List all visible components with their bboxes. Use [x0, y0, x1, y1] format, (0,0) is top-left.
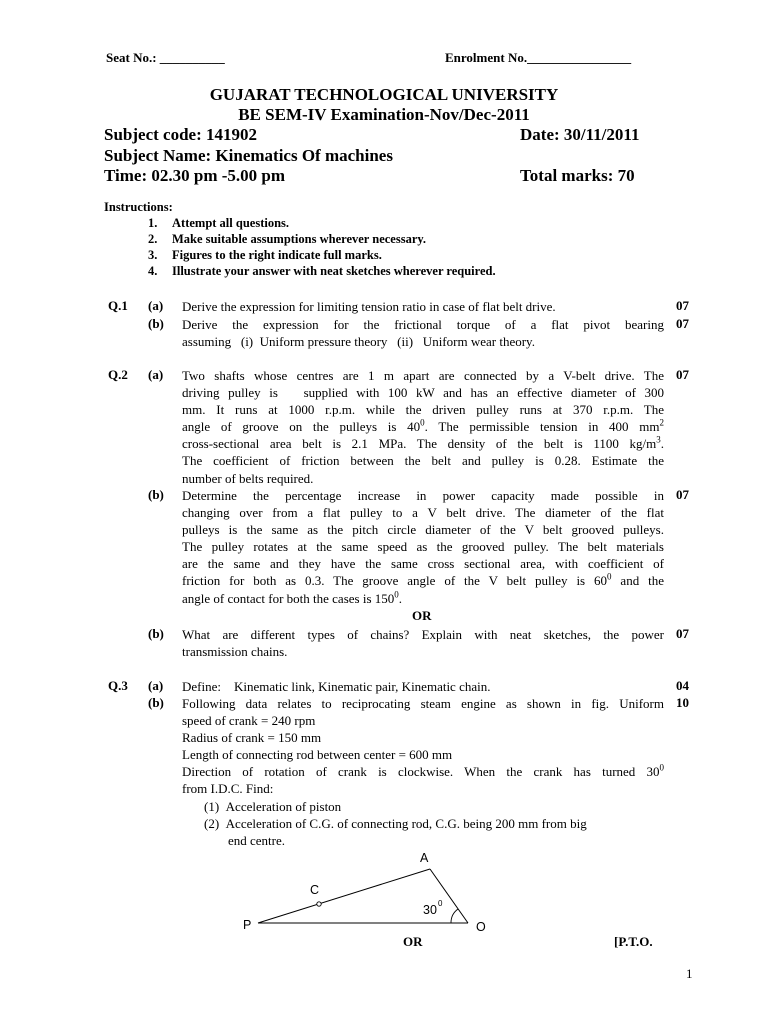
q3a-marks: 04 — [676, 678, 689, 693]
connecting-rod-line — [258, 869, 430, 923]
q3a-part: (a) — [148, 678, 164, 693]
angle-arc — [451, 909, 458, 923]
q3b-line: speed of crank = 240 rpm — [182, 713, 316, 729]
angle-label: 30 — [423, 903, 437, 917]
q1a-line: Derive the expression for limiting tension ratio in case of flat belt drive. — [182, 299, 556, 314]
q1b-line: assuming (i) Uniform pressure theory (ii) Uniform wear theory. — [182, 334, 535, 350]
question-3-label: Q.3 — [108, 678, 128, 693]
label-a: A — [420, 851, 429, 865]
q3b-line: Radius of crank = 150 mm — [182, 730, 322, 746]
q3b-part: (b) — [148, 695, 164, 710]
q2a-line: number of belts required. — [182, 470, 314, 486]
q3b-text — [182, 695, 664, 849]
q2b-alt-part: (b) — [148, 626, 164, 641]
label-o: O — [476, 920, 486, 934]
q2b-line: changing over from a flat pulley to a V belt drive. The diameter of the flat — [182, 505, 664, 521]
exam-time: Time: 02.30 pm -5.00 pm — [104, 166, 286, 185]
q3b-line: Direction of rotation of crank is clockwise. When the crank has turned $30^0$ — [182, 763, 664, 780]
q2b-line: are the same and they have the same cross sectional area, with coefficient of — [182, 556, 664, 572]
instruction-number: 4. — [148, 264, 158, 278]
q2b-marks: 07 — [676, 487, 689, 502]
q2b-alt-line: transmission chains. — [182, 644, 288, 660]
q2b-line: pulleys is the same as the pitch circle diameter of the V belt grooved pulleys. — [182, 522, 664, 538]
crank-mechanism-figure — [230, 848, 510, 940]
q2a-line: Two shafts whose centres are 1 m apart are connected by a V-belt drive. The — [182, 368, 664, 383]
q2a-line: cross-sectional area belt is 2.1 MPa. The density of the belt is 1100 $kg/m^3$. — [182, 435, 664, 452]
q2a-line: The coefficient of friction between the belt and pulley is 0.28. Estimate the — [182, 453, 664, 469]
q1a-marks: 07 — [676, 298, 689, 313]
q1b-line: Derive the expression for the frictional torque of a flat pivot bearing — [182, 317, 664, 332]
q2a-marks: 07 — [676, 367, 689, 382]
label-c: C — [310, 883, 320, 897]
instruction-number: 2. — [148, 232, 158, 246]
exam-date: Date: 30/11/2011 — [520, 125, 640, 144]
total-marks: Total marks: 70 — [520, 166, 635, 185]
q2b-line: Determine the percentage increase in power capacity made possible in — [182, 488, 664, 503]
q1b-part: (b) — [148, 316, 164, 331]
q3a-line: Define: Kinematic link, Kinematic pair, Kinematic chain. — [182, 679, 491, 694]
q2b-line: The pulley rotates at the same speed as the grooved pulley. The belt materials — [182, 539, 664, 555]
subject-code: Subject code: 141902 — [104, 125, 257, 144]
q2b-line: angle of contact for both the cases is $150^0$. — [182, 589, 403, 606]
q2b-line: friction for both as 0.3. The groove angle of the V belt pulley is $60^0$ and the — [182, 572, 664, 589]
label-p: P — [243, 918, 252, 932]
instruction-item: Illustrate your answer with neat sketches wherever required. — [172, 264, 496, 278]
q1b-marks: 07 — [676, 316, 689, 331]
instruction-item: Attempt all questions. — [172, 216, 290, 230]
q2a-part: (a) — [148, 367, 164, 382]
q2a-line: angle of groove on the pulleys is $40^0$. The permissible tension in 400 $mm^2$ — [182, 417, 664, 435]
seat-number: Seat No.: __________ — [106, 50, 225, 65]
q3b-line: Following data relates to reciprocating steam engine as shown in fig. Uniform — [182, 696, 664, 711]
university-name: GUJARAT TECHNOLOGICAL UNIVERSITY — [209, 85, 559, 104]
pto-marker: [P.T.O. — [614, 934, 653, 949]
question-2-label: Q.2 — [108, 367, 128, 382]
instruction-item: Figures to the right indicate full marks. — [172, 248, 382, 262]
q3b-line: from I.D.C. Find: — [182, 781, 274, 797]
q1b-text — [182, 316, 664, 350]
q3b-subitem: (2) Acceleration of C.G. of connecting rod, C.G. being 200 mm from big — [204, 815, 587, 831]
q2b-alt-line: What are different types of chains? Explain with neat sketches, the power — [182, 627, 664, 642]
q2b-alt-text — [182, 626, 664, 660]
q2a-line: driving pulley is supplied with 100 kW and has an effective diameter of 300 — [182, 385, 664, 401]
footer-or: OR — [403, 934, 423, 949]
q3b-marks: 10 — [676, 695, 689, 710]
q3b-line: Length of connecting rod between center = 600 mm — [182, 747, 453, 763]
instruction-item: Make suitable assumptions wherever necessary. — [172, 232, 427, 246]
instructions-heading: Instructions: — [104, 200, 173, 214]
or-divider: OR — [412, 608, 432, 623]
q2b-alt-marks: 07 — [676, 626, 689, 641]
instruction-number: 3. — [148, 248, 158, 262]
q2a-text — [182, 367, 664, 487]
exam-semester: BE SEM-IV Examination-Nov/Dec-2011 — [238, 105, 530, 124]
q2b-part: (b) — [148, 487, 164, 502]
cg-point — [317, 902, 321, 906]
question-1-label: Q.1 — [108, 298, 128, 313]
angle-degree: 0 — [438, 899, 443, 908]
q2a-line: mm. It runs at 1000 r.p.m. while the driven pulley runs at 370 r.p.m. The — [182, 402, 664, 418]
q3b-subitem-cont: end centre. — [228, 832, 286, 848]
subject-name: Subject Name: Kinematics Of machines — [104, 146, 393, 165]
enrolment-number: Enrolment No.________________ — [445, 50, 632, 65]
q2b-text — [182, 487, 664, 607]
instruction-number: 1. — [148, 216, 158, 230]
q1a-part: (a) — [148, 298, 164, 313]
q3a-text — [182, 678, 664, 695]
page-number: 1 — [686, 966, 693, 981]
q1a-text — [182, 298, 664, 315]
q3b-subitem: (1) Acceleration of piston — [204, 798, 342, 814]
